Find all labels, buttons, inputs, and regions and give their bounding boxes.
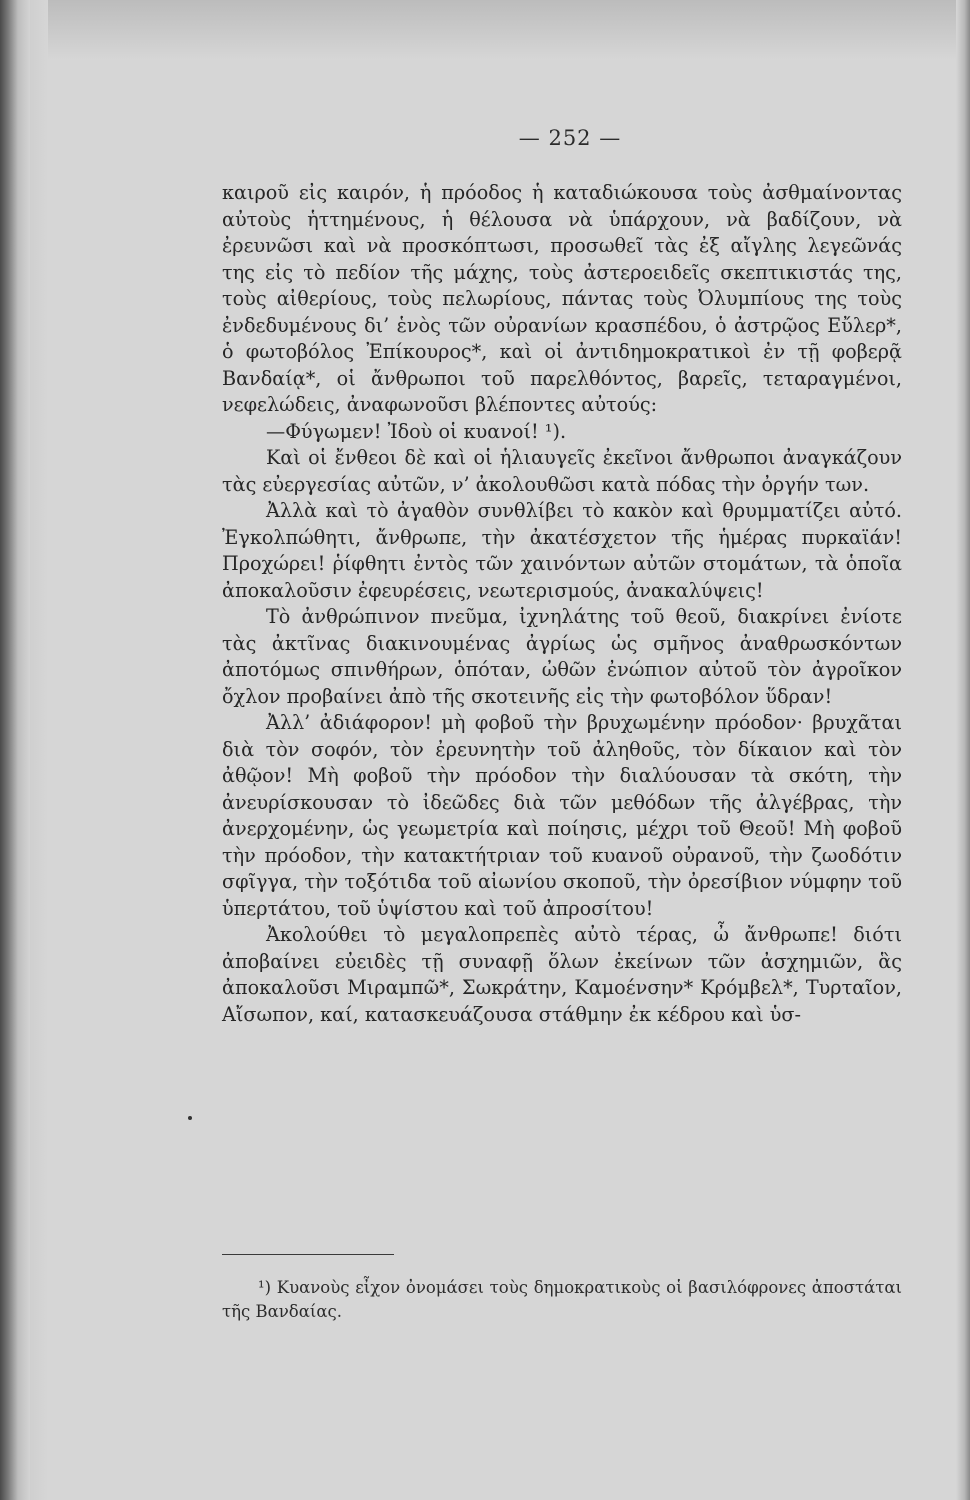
paragraph: Ἀλλὰ καὶ τὸ ἀγαθὸν συνθλίβει τὸ κακὸν καὶ θρυμματίζει αὐτό. Ἐγκολπώθητι, ἄνθρωπε, τὴν ἀκατέσχετον τῆς ἡμέρας πυρκαϊάν! Προχώρει! ῥίφθητι ἐντὸς τῶν χαινόντων αὐτῶν στομάτων, τὰ ὁποῖα ἀποκαλοῦσιν ἐφευρέσεις, νεωτερισμούς, ἀνακαλύψεις! <box>222 499 902 602</box>
body-text <box>222 180 902 1028</box>
top-shadow <box>48 0 956 60</box>
paragraph: Καὶ οἱ ἔνθεοι δὲ καὶ οἱ ἡλιαυγεῖς ἐκεῖνοι ἄνθρωποι ἀναγκάζουν τὰς εὐεργεσίας αὐτῶν, ν’ ἀκολουθῶσι κατὰ πόδας τὴν ὀργήν των. <box>222 446 902 496</box>
paragraph: Τὸ ἀνθρώπινον πνεῦμα, ἰχνηλάτης τοῦ θεοῦ, διακρίνει ἐνίοτε τὰς ἀκτῖνας διακινουμένας ἀγρίως ὡς σμῆνος ἀναθρωσκόντων ἀποτόμως σπινθήρων, ὁπόταν, ὠθῶν ἐνώπιον αὐτοῦ τὸν ἀγροῖκον ὄχλον προβαίνει ἀπὸ τῆς σκοτεινῆς εἰς τὴν φωτοβόλον ὕδραν! <box>222 605 902 708</box>
page-number: — 252 — <box>518 126 622 150</box>
paragraph: καιροῦ εἰς καιρόν, ἡ πρόοδος ἡ καταδιώκουσα τοὺς ἀσθμαίνοντας αὐτοὺς ἡττημένους, ἡ θέλουσα νὰ ὑπάρχουν, νὰ βαδίζουν, νὰ ἐρευνῶσι καὶ νὰ προσκόπτωσι, προσωθεῖ τὰς ἐξ αἴγλης λεγεῶνάς της εἰς τὸ πεδίον τῆς μάχης, τοὺς ἀστεροειδεῖς σκεπτικιστάς της, τοὺς αἰθερίους, τοὺς πελωρίους, πάντας τοὺς Ὀλυμπίους της τοὺς ἐνδεδυμένους δι’ ἑνὸς τῶν οὐρανίων κρασπέδου, ὁ ἀστρῷος Εὔλερ*, ὁ φωτοβόλος Ἐπίκουρος*, καὶ οἱ ἀντιδημοκρατικοὶ ἐν τῇ φοβερᾷ Βανδαίᾳ*, οἱ ἄνθρωποι τοῦ παρελθόντος, βαρεῖς, τεταραγμένοι, νεφελώδεις, ἀναφωνοῦσι βλέποντες αὐτούς: <box>222 181 902 416</box>
paragraph: —Φύγωμεν! Ἰδοὺ οἱ κυανοί! ¹). <box>266 419 567 443</box>
paragraph: Ἀλλ’ ἀδιάφορον! μὴ φοβοῦ τὴν βρυχωμένην πρόοδον· βρυχᾶται διὰ τὸν σοφόν, τὸν ἐρευνητὴν τοῦ ἀληθοῦς, τὸν δίκαιον καὶ τὸν ἀθῷον! Μὴ φοβοῦ τὴν πρόοδον τὴν διαλύουσαν τὰ σκότη, τὴν ἀνευρίσκουσαν τὸ ἰδεῶδες διὰ τῶν μεθόδων τῆς ἀλγέβρας, τὴν ἀνερχομένην, ὡς γεωμετρία καὶ ποίησις, μέχρι τοῦ Θεοῦ! Μὴ φοβοῦ τὴν πρόοδον, τὴν κατακτήτριαν τοῦ κυανοῦ οὐρανοῦ, τὴν ζωοδότιν σφῖγγα, τὴν τοξότιδα τοῦ αἰωνίου σκοποῦ, τὴν ὀρεσίβιον νύμφην τοῦ ὑπερτάτου, τοῦ ὑψίστου καὶ τοῦ ἀπροσίτου! <box>222 711 902 920</box>
paragraph: Ἀκολούθει τὸ μεγαλοπρεπὲς αὐτὸ τέρας, ὦ ἄνθρωπε! διότι ἀποβαίνει εὐειδὲς τῇ συναφῇ ὅλων ἐκείνων τῶν ἀσχημιῶν, ἃς ἀποκαλοῦσι Μιραμπῶ*, Σωκράτην, Καμοένσην* Κρόμβελ*, Τυρταῖον, Αἴσωπον, καί, κατασκευάζουσα στάθμην ἐκ κέδρου καὶ ὑσ- <box>222 923 902 1026</box>
footnote-divider <box>222 1254 394 1255</box>
footnote: ¹) Κυανοὺς εἶχον ὀνομάσει τοὺς δημοκρατικοὺς οἱ βασιλόφρονες ἀποστάται τῆς Βανδαίας. <box>222 1278 902 1321</box>
page-gutter <box>30 0 49 1500</box>
margin-dot <box>188 1116 192 1120</box>
page-right-edge <box>956 0 970 1500</box>
binding-edge <box>0 0 30 1500</box>
